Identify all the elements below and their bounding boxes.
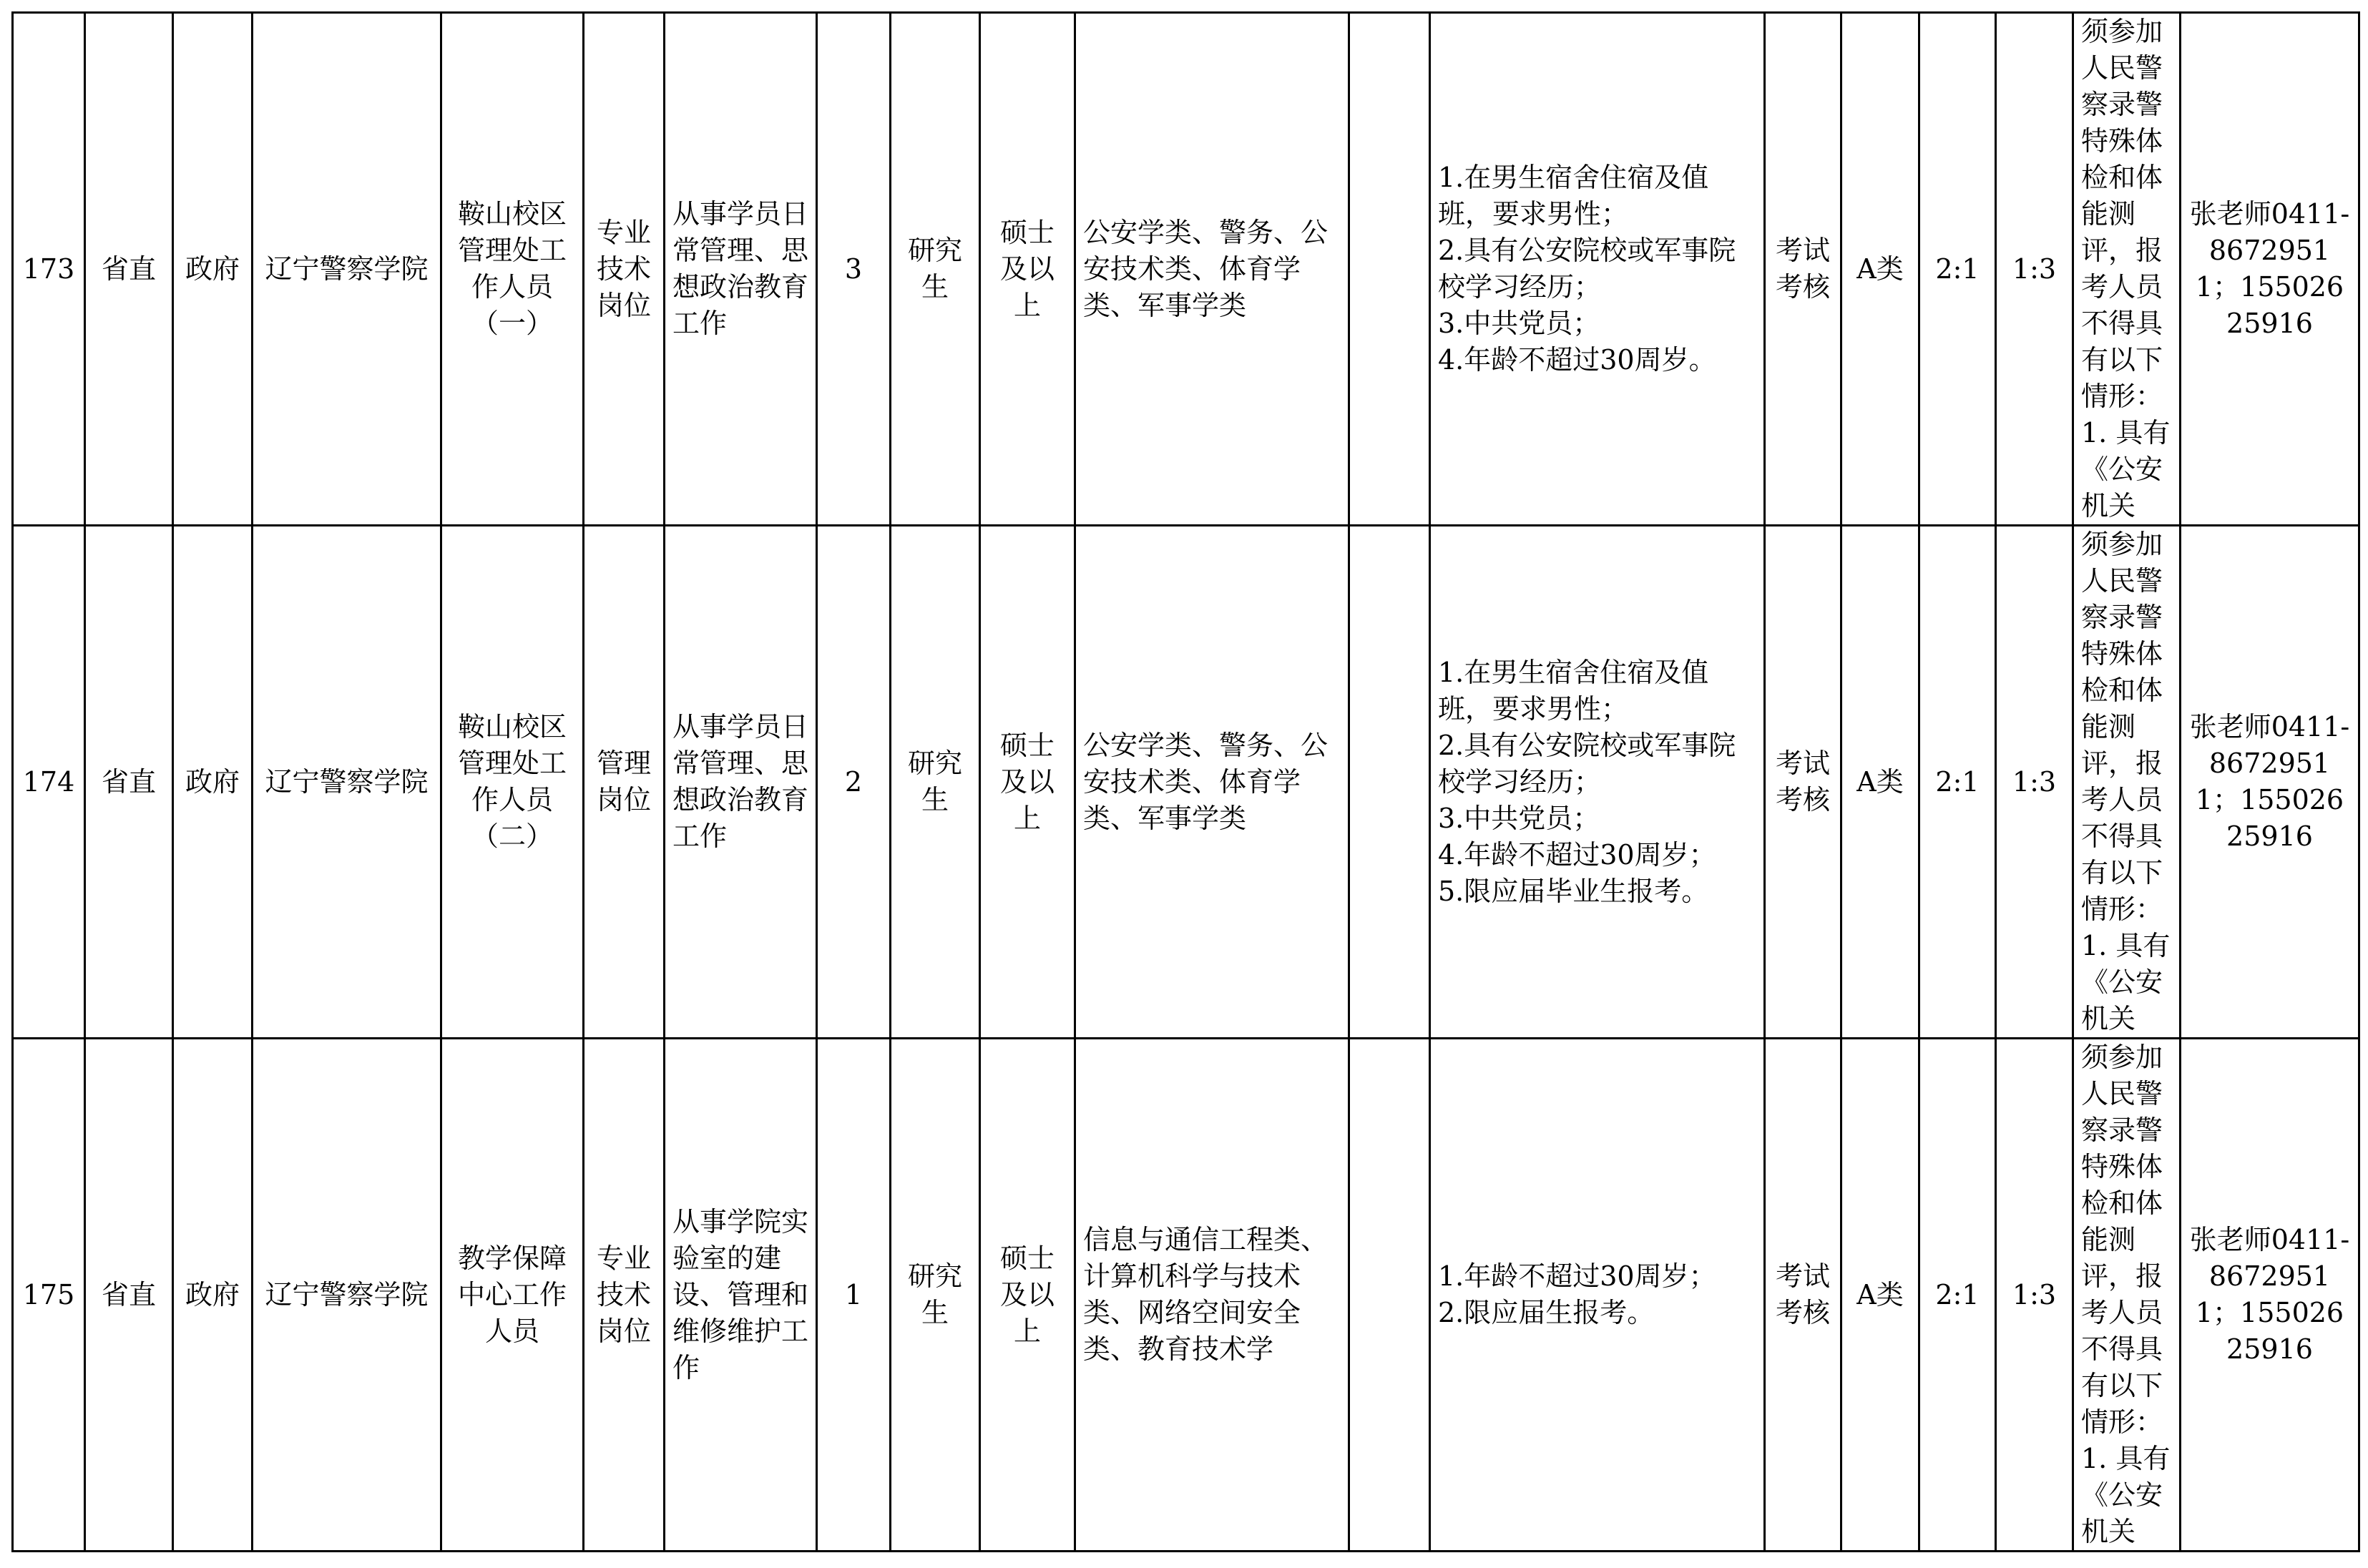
unit-type-cell: 政府 bbox=[173, 526, 253, 1039]
note-cell: 须参加人民警察录警特殊体检和体能测评，报考人员不得具有以下情形：1. 具有《公安机关 bbox=[2073, 526, 2181, 1039]
interview-ratio-cell: 2:1 bbox=[1919, 1039, 1996, 1552]
contact-cell: 张老师0411-86729511；15502625916 bbox=[2181, 526, 2359, 1039]
contact-cell: 张老师0411-86729511；15502625916 bbox=[2181, 13, 2359, 526]
method-cell: 考试考核 bbox=[1765, 526, 1841, 1039]
degree-cell: 硕士及以上 bbox=[980, 13, 1075, 526]
position-category-cell: 专业技术岗位 bbox=[584, 1039, 665, 1552]
unit-name-cell: 辽宁警察学院 bbox=[253, 526, 441, 1039]
position-name-cell: 鞍山校区管理处工作人员（一） bbox=[441, 13, 584, 526]
check-ratio-cell: 1:3 bbox=[1996, 1039, 2073, 1552]
table-row bbox=[13, 526, 2359, 1039]
degree-cell: 硕士及以上 bbox=[980, 1039, 1075, 1552]
row-number: 174 bbox=[13, 526, 85, 1039]
recruitment-table bbox=[11, 11, 2360, 1552]
check-ratio-cell: 1:3 bbox=[1996, 13, 2073, 526]
table-row bbox=[13, 1039, 2359, 1552]
level-cell: 省直 bbox=[85, 1039, 173, 1552]
major-cell: 公安学类、警务、公安技术类、体育学类、军事学类 bbox=[1075, 526, 1349, 1039]
table-row bbox=[13, 13, 2359, 526]
duty-cell: 从事学员日常管理、思想政治教育工作 bbox=[665, 526, 817, 1039]
row-number: 173 bbox=[13, 13, 85, 526]
headcount-cell: 3 bbox=[817, 13, 891, 526]
level-cell: 省直 bbox=[85, 526, 173, 1039]
unit-type-cell: 政府 bbox=[173, 1039, 253, 1552]
position-category-cell: 专业技术岗位 bbox=[584, 13, 665, 526]
unit-name-cell: 辽宁警察学院 bbox=[253, 1039, 441, 1552]
contact-cell: 张老师0411-86729511；15502625916 bbox=[2181, 1039, 2359, 1552]
empty-cell bbox=[1349, 1039, 1430, 1552]
major-cell: 公安学类、警务、公安技术类、体育学类、军事学类 bbox=[1075, 13, 1349, 526]
requirements-cell: 1.在男生宿舍住宿及值班，要求男性； 2.具有公安院校或军事院校学习经历； 3.中共党员； 4.年龄不超过30周岁； 5.限应届毕业生报考。 bbox=[1430, 526, 1765, 1039]
education-cell: 研究生 bbox=[891, 526, 980, 1039]
degree-cell: 硕士及以上 bbox=[980, 526, 1075, 1039]
duty-cell: 从事学院实验室的建设、管理和维修维护工作 bbox=[665, 1039, 817, 1552]
education-cell: 研究生 bbox=[891, 13, 980, 526]
empty-cell bbox=[1349, 526, 1430, 1039]
exam-type-cell: A类 bbox=[1841, 1039, 1919, 1552]
headcount-cell: 2 bbox=[817, 526, 891, 1039]
major-cell: 信息与通信工程类、计算机科学与技术类、网络空间安全类、教育技术学 bbox=[1075, 1039, 1349, 1552]
position-name-cell: 鞍山校区管理处工作人员（二） bbox=[441, 526, 584, 1039]
level-cell: 省直 bbox=[85, 13, 173, 526]
unit-name-cell: 辽宁警察学院 bbox=[253, 13, 441, 526]
method-cell: 考试考核 bbox=[1765, 1039, 1841, 1552]
headcount-cell: 1 bbox=[817, 1039, 891, 1552]
empty-cell bbox=[1349, 13, 1430, 526]
note-cell: 须参加人民警察录警特殊体检和体能测评，报考人员不得具有以下情形：1. 具有《公安机关 bbox=[2073, 1039, 2181, 1552]
exam-type-cell: A类 bbox=[1841, 526, 1919, 1039]
requirements-cell: 1.在男生宿舍住宿及值班，要求男性； 2.具有公安院校或军事院校学习经历； 3.中共党员； 4.年龄不超过30周岁。 bbox=[1430, 13, 1765, 526]
requirements-cell: 1.年龄不超过30周岁； 2.限应届生报考。 bbox=[1430, 1039, 1765, 1552]
interview-ratio-cell: 2:1 bbox=[1919, 13, 1996, 526]
note-cell: 须参加人民警察录警特殊体检和体能测评，报考人员不得具有以下情形：1. 具有《公安机关 bbox=[2073, 13, 2181, 526]
exam-type-cell: A类 bbox=[1841, 13, 1919, 526]
interview-ratio-cell: 2:1 bbox=[1919, 526, 1996, 1039]
position-category-cell: 管理岗位 bbox=[584, 526, 665, 1039]
row-number: 175 bbox=[13, 1039, 85, 1552]
check-ratio-cell: 1:3 bbox=[1996, 526, 2073, 1039]
method-cell: 考试考核 bbox=[1765, 13, 1841, 526]
position-name-cell: 教学保障中心工作人员 bbox=[441, 1039, 584, 1552]
unit-type-cell: 政府 bbox=[173, 13, 253, 526]
duty-cell: 从事学员日常管理、思想政治教育工作 bbox=[665, 13, 817, 526]
education-cell: 研究生 bbox=[891, 1039, 980, 1552]
